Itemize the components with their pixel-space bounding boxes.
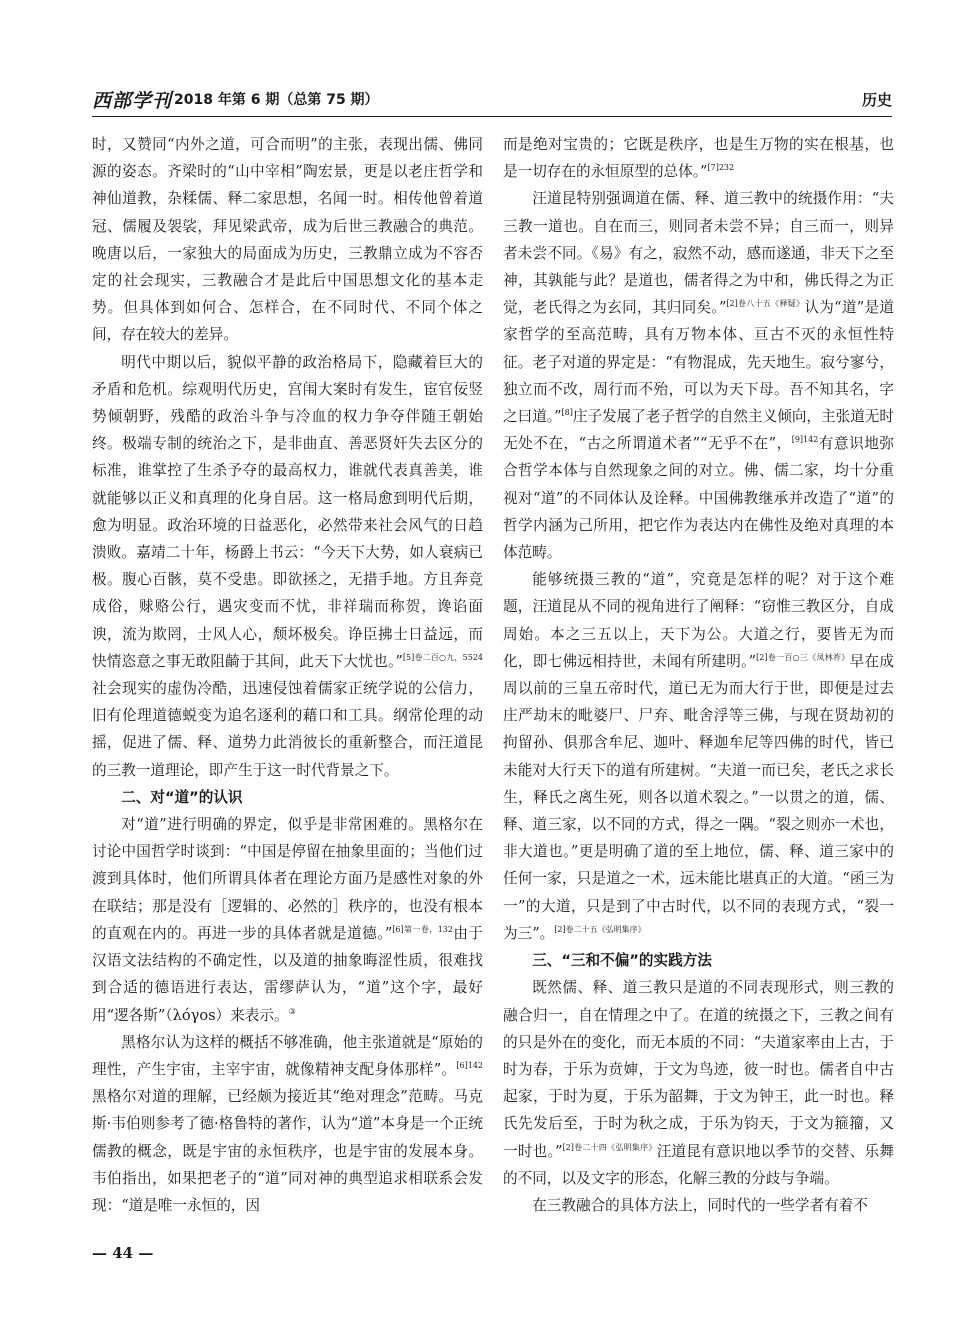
citation-marker: [2]卷二十四《弘明集序》 [562, 1142, 657, 1152]
citation-marker: [2]卷二十五《弘明集序》 [554, 924, 646, 934]
paragraph [92, 349, 483, 784]
paragraph-text: 在三教融合的具体方法上，同时代的一些学者有着不 [532, 1196, 868, 1214]
paragraph [503, 1192, 894, 1219]
paragraph-text: 汪道昆特别强调道在儒、释、道三教中的统摄作用：“夫三教一道也。自在而三，则同者未尝不异；自三而一，则异者未尝不同。《易》有之，寂然不动，感而遂通，非天下之至神，其孰能与此？是道也，儒者得之为中和，佛氏得之为正觉，老氏得之为玄同，其归同矣。” [503, 190, 894, 317]
paragraph-text: 黑格尔认为这样的概括不够准确，他主张道就是“原始的理性，产生宇宙，主宰宇宙，就像精神支配身体那样”。 [92, 1033, 483, 1078]
citation-marker: [8] [561, 408, 573, 418]
paragraph-text: 早在成周以前的三皇五帝时代，道已无为而大行于世，即便是过去庄严劫末的毗婆尸、尸弃、毗舍浮等三佛，与现在贤劫初的拘留孙、俱那含牟尼、迦叶、释迦牟尼等四佛的时代，皆已未能对大行天下的道有所建树。“夫道一而已矣，老氏之求长生，释氏之离生死，则各以道术裂之。”一以贯之的道，儒、释、道三家，以不同的方式，得之一隅。“裂之则亦一术也，非大道也。”更是明确了道的至上地位，儒、释、道三家中的任何一家，只是道之一术，远未能比堪真正的大道。“函三为一”的大道，只是到了中古时代，以不同的表现方式，“裂一为三”。 [503, 652, 894, 942]
citation-marker: [6]142 [456, 1060, 483, 1070]
paragraph [503, 185, 894, 566]
citation-marker: [6]第一卷，132 [392, 924, 453, 934]
paragraph [92, 1029, 483, 1219]
paragraph-text: 黑格尔对道的理解，已经颇为接近其“绝对理念”范畴。马克斯·韦伯则参考了德·格鲁特的著作，认为“道”本身是一个正统儒教的概念，既是宇宙的永恒秩序，也是宇宙的发展本身。韦伯指出，如果把老子的“道”同对神的典型追求相联系会发现：“道是唯一永恒的，因 [92, 1088, 483, 1214]
paragraph-text: 有意识地弥合哲学本体与自然现象之间的对立。佛、儒二家，均十分重视对“道”的不同体认及诠释。中国佛教继承并改造了“道”的哲学内涵为己所用，把它作为表达内在佛性及绝对真理的本体范畴。 [503, 435, 894, 562]
section-heading: 二、对“道”的认识 [121, 788, 243, 806]
paragraph-text: 认为“道”是道家哲学的至高范畴，具有万物本体、亘古不灭的永恒性特征。老子对道的界定是：“有物混成，先天地生。寂兮寥兮，独立而不改，周行而不殆，可以为天下母。吾不知其名，字之曰道。” [503, 299, 894, 426]
citation-marker: [7]232 [707, 163, 735, 173]
paragraph-text: 由于汉语文法结构的不确定性，以及道的抽象晦涩性质，很难找到合适的德语进行表达，雷缪萨认为，“道”这个字，最好用“逻各斯”（λόγos）来表示。 [92, 924, 483, 1024]
citation-marker: ③ [288, 1006, 296, 1016]
paragraph [92, 131, 483, 349]
journal-logo: 西部学刊 [92, 90, 173, 112]
paragraph-text: 社会现实的虚伪冷酷，迅速侵蚀着儒家正统学说的公信力，旧有伦理道德蜕变为追名逐利的藉口和工具。纲常伦理的动摇，促进了儒、释、道势力此消彼长的重新整合，而汪道昆的三教一道理论，即产生于这一时代背景之下。 [92, 680, 483, 779]
running-header [92, 86, 892, 117]
paragraph [503, 974, 894, 1192]
left-column [92, 131, 483, 1219]
paragraph-text: 汪道昆有意识地以季节的交替、乐舞的不同，以及文字的形态，化解三教的分歧与争端。 [503, 1142, 894, 1187]
paragraph-text: 时，又赞同“内外之道，可合而明”的主张，表现出儒、佛同源的姿态。齐梁时的“山中宰相”陶宏景，更是以老庄哲学和神仙道教，杂糅儒、释二家思想，名闻一时。相传他曾着道冠、儒履及袈裟，拜见梁武帝，成为后世三教融合的典范。晚唐以后，一家独大的局面成为历史，三教鼎立成为不容否定的社会现实，三教融合才是此后中国思想文化的基本走势。但具体到如何合、怎样合，在不同时代、不同个体之间，存在较大的差异。 [92, 136, 483, 344]
journal-issue: 2018 年第 6 期（总第 75 期） [174, 92, 379, 108]
citation-marker: [2]卷八十五《释疑》 [726, 299, 805, 309]
paragraph [503, 566, 894, 947]
citation-marker: [9]142 [791, 435, 819, 445]
paragraph [503, 131, 894, 185]
paragraph [92, 811, 483, 1029]
section-heading: 三、“三和不偏”的实践方法 [532, 952, 712, 970]
paragraph-text: 既然儒、释、道三教只是道的不同表现形式，则三教的融合归一，自在情理之中了。在道的统摄之下，三教之间有的只是外在的变化，而无本质的不同：“夫道家率由上古，于时为春，于乐为贲婶，于文为鸟迹，彼一时也。儒者自中古起家，于时为夏，于乐为韶舞，于文为钟王，此一时也。释氏先发后至，于时为秋之成，于乐为钧天，于文为箍籀，又一时也。” [503, 979, 894, 1160]
page-number: — 44 — [92, 1244, 154, 1262]
paragraph-text: 明代中期以后，貌似平静的政治格局下，隐藏着巨大的矛盾和危机。综观明代历史，宫闱大案时有发生，宦官佞竖势倾朝野，残酷的政治斗争与冷血的权力争夺伴随王朝始终。极端专制的统治之下，是非曲直、善恶贤奸失去区分的标准，谁掌控了生杀予夺的最高权力，谁就代表真善美，谁就能够以正义和真理的化身自居。这一格局愈到明代后期，愈为明显。政治环境的日益恶化，必然带来社会风气的日趋溃败。嘉靖二十年，杨爵上书云：“今天下大势，如人衰病已极。腹心百骸，莫不受患。即欲拯之，无措手地。方且奔竞成俗，赇赂公行，遇灾变而不忧，非祥瑞而称贺，谗谄面谀，流为欺罔，士风人心，颓坏极矣。诤臣拂士日益远，而快情恣意之事无敢阻齮于其间，此天下大忧也。” [92, 353, 483, 670]
paragraph-text: 对“道”进行明确的界定，似乎是非常困难的。黑格尔在讨论中国哲学时谈到：“中国是停留在抽象里面的；当他们过渡到具体时，他们所谓具体者在理论方面乃是感性对象的外在联结；那是没有［逻辑的、必然的］秩序的，也没有根本的直观在内的。再进一步的具体者就是道德。” [92, 816, 483, 942]
paragraph-text: 能够统摄三教的“道”，究竟是怎样的呢？对于这个难题，汪道昆从不同的视角进行了阐释：“窃惟三教区分，自成周始。本之三五以上，天下为公。大道之行，要皆无为而化，即七佛远相持世，未闻有所建明。” [503, 571, 894, 670]
citation-marker: [2]卷一百○三《凤林祚》 [756, 652, 850, 662]
paragraph-text: 而是绝对宝贵的；它既是秩序，也是生万物的实在根基，也是一切存在的永恒原型的总体。” [503, 136, 894, 181]
section-label: 历史 [861, 91, 892, 109]
right-column [503, 131, 894, 1219]
paragraph-text: 庄子发展了老子哲学的自然主义倾向，主张道无时无处不在，“古之所谓道术者”“无乎不在”， [503, 408, 894, 453]
citation-marker: [5]卷二百○九，5524 [402, 652, 483, 662]
